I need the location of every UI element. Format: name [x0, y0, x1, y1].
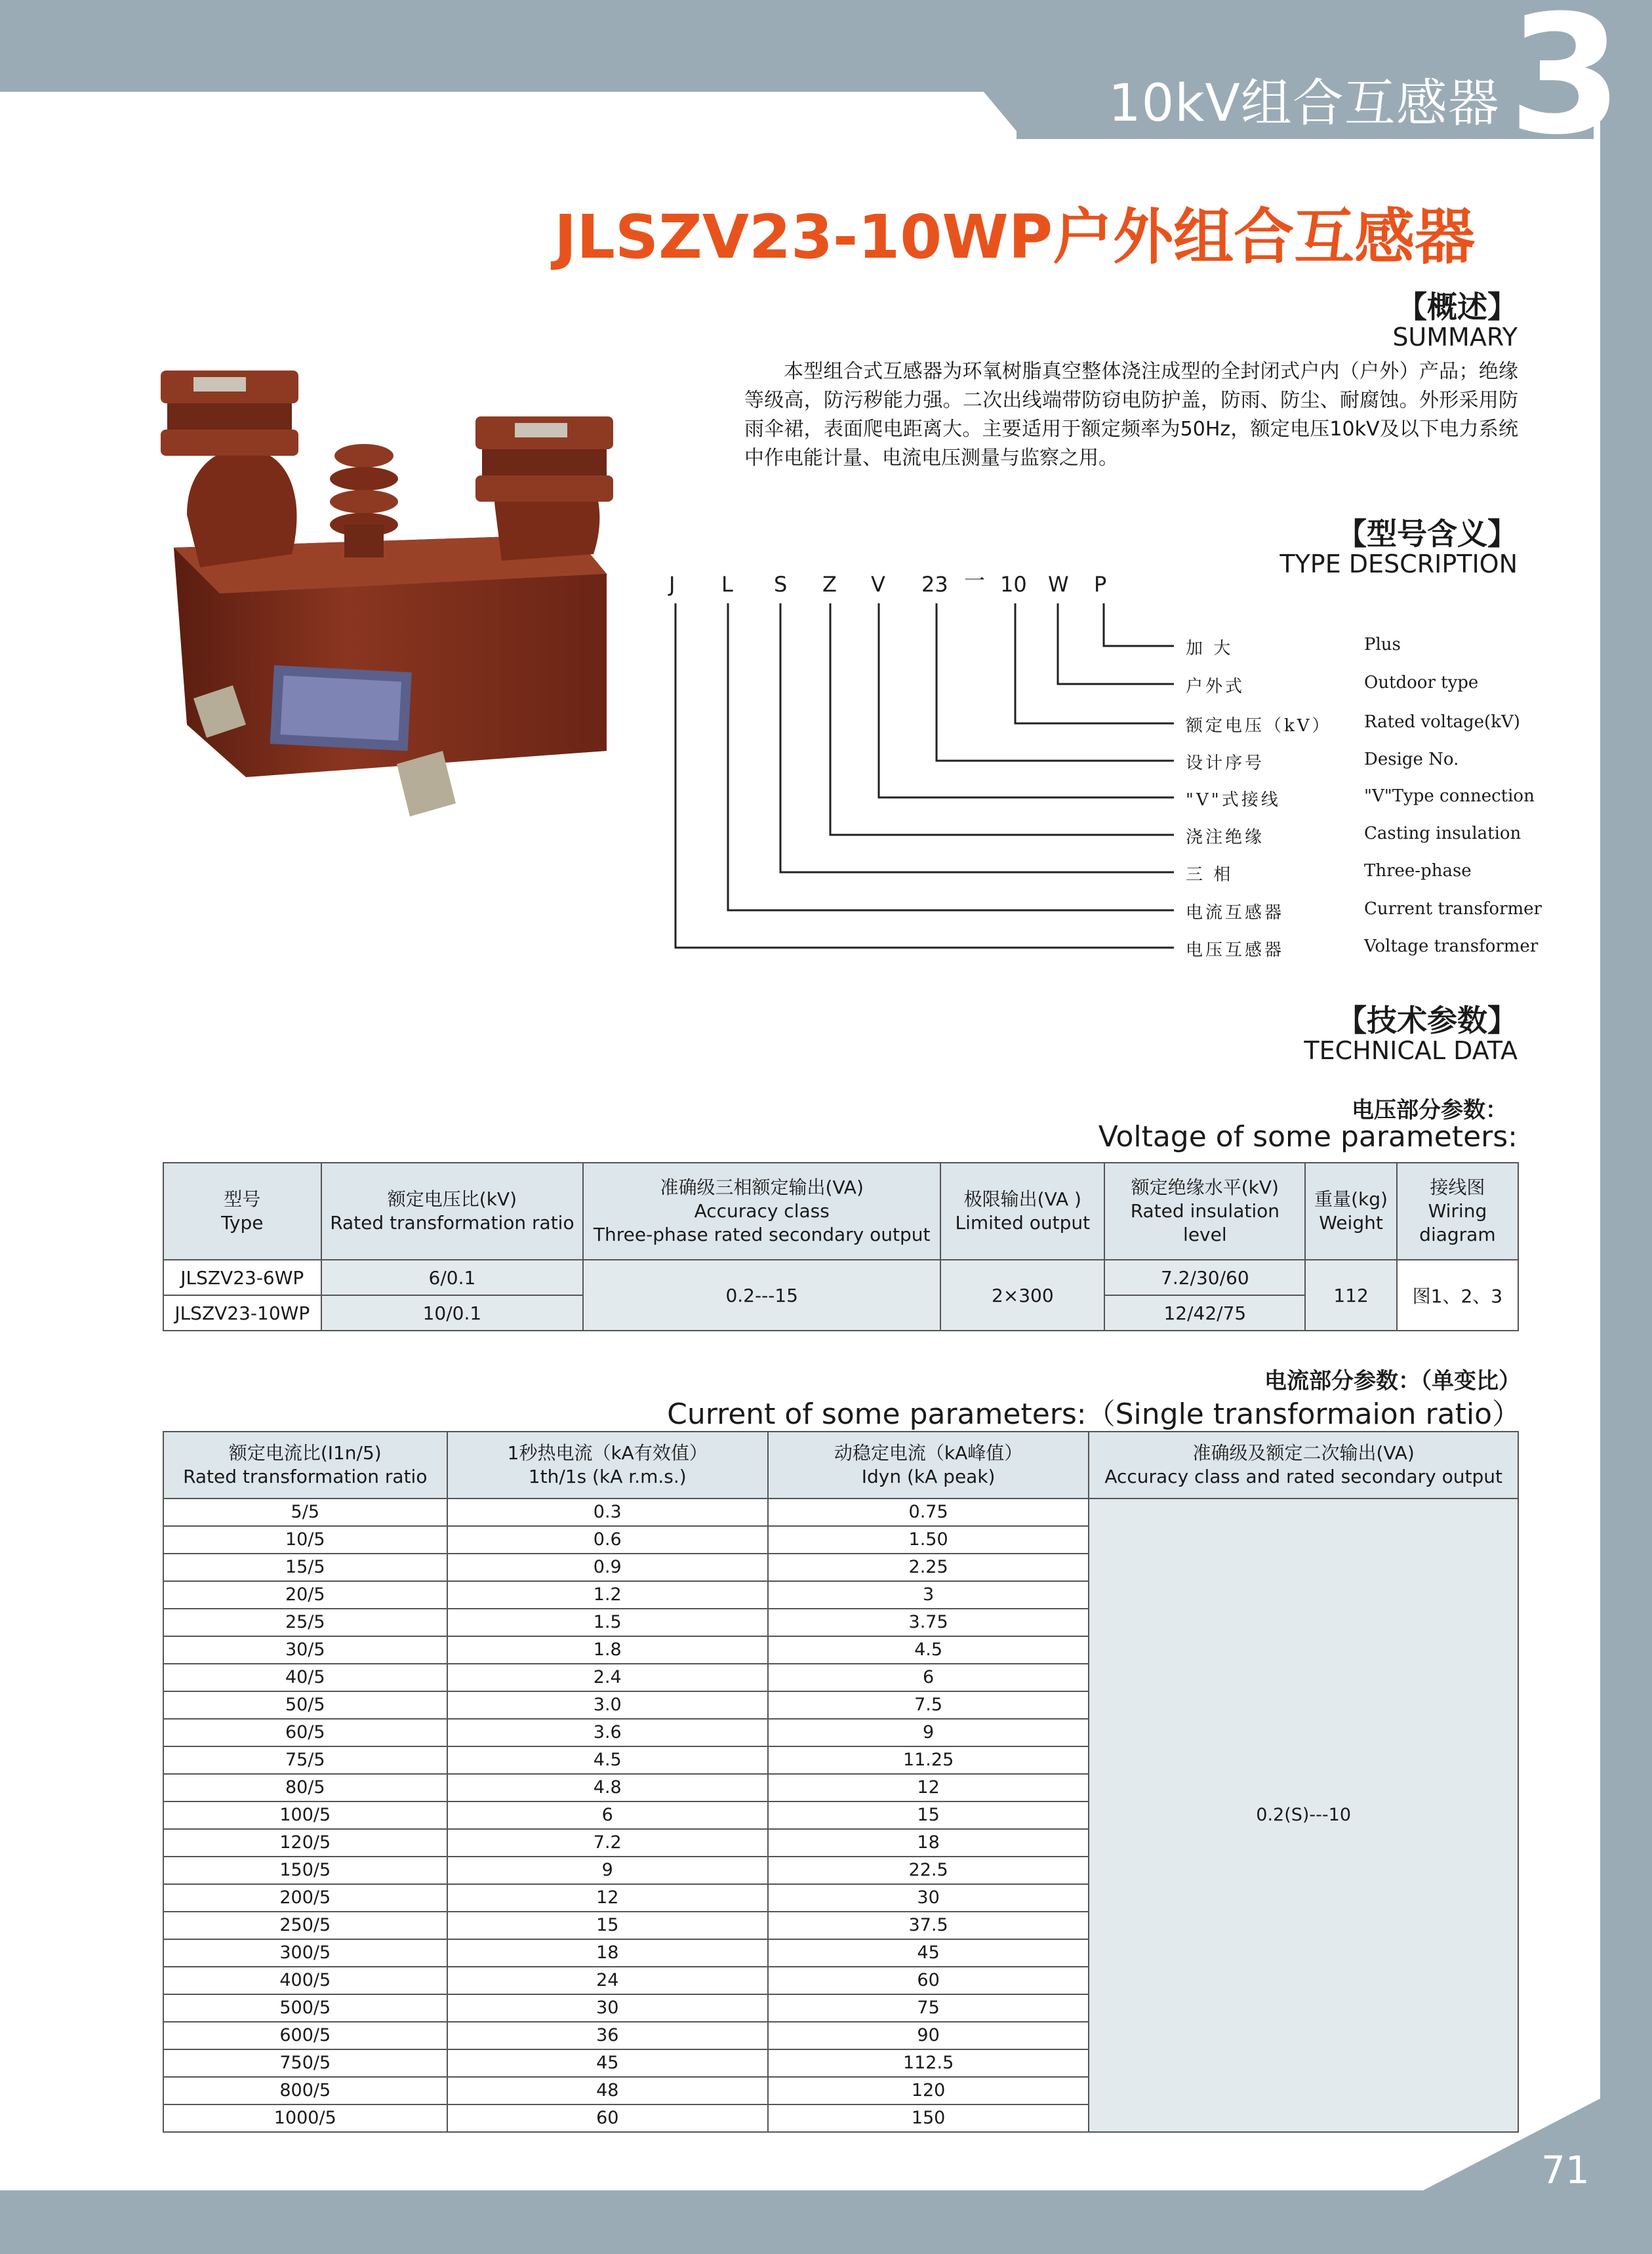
cell-limited-output: 2×300 [940, 1260, 1104, 1331]
legend-en: Rated voltage(kV) [1364, 712, 1520, 732]
cell-thermal-current: 9 [447, 1857, 768, 1884]
cell-thermal-current: 6 [447, 1801, 768, 1829]
header-accuracy: 准确级三相额定输出(VA) Accuracy class Three-phase rated secondary output [583, 1163, 940, 1260]
cell-dynamic-current: 90 [768, 2022, 1089, 2049]
cell-current-ratio: 30/5 [163, 1636, 447, 1664]
header-current-accuracy: 准确级及额定二次输出(VA) Accuracy class and rated secondary output [1089, 1432, 1518, 1499]
cell-thermal-current: 3.0 [447, 1691, 768, 1719]
cell-dynamic-current: 4.5 [768, 1636, 1089, 1664]
legend-en: Casting insulation [1364, 824, 1521, 843]
voltage-subtitle-en: Voltage of some parameters: [1098, 1120, 1518, 1154]
cell-dynamic-current: 120 [768, 2077, 1089, 2104]
cell-dynamic-current: 15 [768, 1801, 1089, 1829]
main-title: JLSZV23-10WP户外组合互感器 [554, 202, 1476, 272]
summary-paragraph: 本型组合式互感器为环氧树脂真空整体浇注成型的全封闭式户内（户外）产品；绝缘等级高，防污秽能力强。二次出线端带防窃电防护盖，防雨、防尘、耐腐蚀。外形采用防雨伞裙，表面爬电距离大。主要适用于额定频率为50Hz，额定电压10kV及以下电力系统中作电能计量、电流电压测量与监察之用。 [744, 360, 1518, 470]
cell-dynamic-current: 18 [768, 1829, 1089, 1857]
code-letter: W [1048, 572, 1069, 597]
cell-dynamic-current: 60 [768, 1967, 1089, 1994]
legend-cn: 三 相 [1186, 865, 1234, 885]
cell-current-ratio: 250/5 [163, 1912, 447, 1939]
cell-ratio: 6/0.1 [321, 1260, 584, 1295]
cell-thermal-current: 1.5 [447, 1609, 768, 1636]
legend-cn: "V"式接线 [1186, 790, 1281, 810]
cell-thermal-current: 15 [447, 1912, 768, 1939]
current-parameters-table [163, 1431, 1519, 2133]
cell-current-ratio: 300/5 [163, 1939, 447, 1967]
table-header-row [163, 1432, 1518, 1499]
current-subtitle-cn: 电流部分参数：（单变比） [1264, 1368, 1521, 1394]
cell-current-ratio: 40/5 [163, 1664, 447, 1691]
header-current-ratio: 额定电流比(I1n/5) Rated transformation ratio [163, 1432, 447, 1499]
cell-thermal-current: 48 [447, 2077, 768, 2104]
cell-dynamic-current: 30 [768, 1884, 1089, 1912]
header-weight: 重量(kg) Weight [1305, 1163, 1397, 1260]
chapter-number: 3 [1508, 0, 1622, 171]
code-letter: J [669, 572, 675, 597]
header-thermal-current: 1秒热电流（kA有效值） 1th/1s (kA r.m.s.) [447, 1432, 768, 1499]
cell-dynamic-current: 12 [768, 1774, 1089, 1801]
cell-current-ratio: 500/5 [163, 1994, 447, 2022]
summary-title-cn: 【概述】 [1397, 289, 1518, 325]
technical-title-cn: 【技术参数】 [1337, 1003, 1518, 1038]
cell-current-ratio: 400/5 [163, 1967, 447, 1994]
cell-current-ratio: 20/5 [163, 1581, 447, 1609]
header-wiring: 接线图 Wiring diagram [1397, 1163, 1518, 1260]
cell-current-ratio: 80/5 [163, 1774, 447, 1801]
cell-dynamic-current: 45 [768, 1939, 1089, 1967]
cell-dynamic-current: 7.5 [768, 1691, 1089, 1719]
cell-type: JLSZV23-10WP [163, 1295, 321, 1331]
cell-dynamic-current: 2.25 [768, 1554, 1089, 1581]
legend-en: Desige No. [1364, 750, 1459, 769]
voltage-subtitle-cn: 电压部分参数： [1352, 1097, 1508, 1123]
cell-thermal-current: 2.4 [447, 1664, 768, 1691]
cell-thermal-current: 18 [447, 1939, 768, 1967]
cell-weight: 112 [1305, 1260, 1397, 1331]
cell-current-ratio: 25/5 [163, 1609, 447, 1636]
table-header-row [163, 1163, 1518, 1260]
cell-dynamic-current: 112.5 [768, 2049, 1089, 2077]
legend-en: Three-phase [1364, 861, 1472, 881]
legend-en: Current transformer [1364, 899, 1542, 919]
cell-dynamic-current: 1.50 [768, 1526, 1089, 1554]
cell-thermal-current: 24 [447, 1967, 768, 1994]
technical-title-en: TECHNICAL DATA [1304, 1036, 1518, 1065]
summary-title-en: SUMMARY [1392, 323, 1518, 352]
legend-cn: 户外式 [1186, 677, 1245, 696]
current-subtitle-en: Current of some parameters:（Single transformaion ratio） [667, 1398, 1521, 1431]
cell-thermal-current: 60 [447, 2104, 768, 2132]
header-type: 型号 Type [163, 1163, 321, 1260]
cell-current-ratio: 120/5 [163, 1829, 447, 1857]
cell-thermal-current: 1.8 [447, 1636, 768, 1664]
legend-en: Outdoor type [1364, 673, 1479, 693]
legend-cn: 浇注绝缘 [1186, 828, 1265, 847]
cell-dynamic-current: 75 [768, 1994, 1089, 2022]
cell-current-ratio: 100/5 [163, 1801, 447, 1829]
cell-ratio: 10/0.1 [321, 1295, 584, 1331]
cell-thermal-current: 30 [447, 1994, 768, 2022]
code-dash: 一 [964, 568, 986, 593]
cell-dynamic-current: 9 [768, 1719, 1089, 1746]
legend-cn: 设计序号 [1186, 754, 1265, 773]
code-letter: 23 [921, 572, 948, 597]
legend-en: Plus [1364, 635, 1401, 654]
header-insulation: 额定绝缘水平(kV) Rated insulation level [1104, 1163, 1305, 1260]
cell-thermal-current: 3.6 [447, 1719, 768, 1746]
legend-en: "V"Type connection [1364, 786, 1535, 806]
legend-cn: 电压互感器 [1186, 940, 1285, 960]
cell-dynamic-current: 3.75 [768, 1609, 1089, 1636]
cell-type: JLSZV23-6WP [163, 1260, 321, 1295]
type-title-en: TYPE DESCRIPTION [1279, 550, 1518, 578]
header-title: 10kV组合互感器 [1108, 74, 1500, 133]
cell-current-ratio: 200/5 [163, 1884, 447, 1912]
cell-current-ratio: 800/5 [163, 2077, 447, 2104]
cell-current-ratio: 600/5 [163, 2022, 447, 2049]
cell-dynamic-current: 3 [768, 1581, 1089, 1609]
cell-dynamic-current: 6 [768, 1664, 1089, 1691]
cell-dynamic-current: 22.5 [768, 1857, 1089, 1884]
code-letter: L [721, 572, 733, 597]
cell-wiring: 图1、2、3 [1397, 1260, 1518, 1331]
cell-thermal-current: 45 [447, 2049, 768, 2077]
cell-thermal-current: 4.5 [447, 1746, 768, 1774]
cell-insulation: 12/42/75 [1104, 1295, 1305, 1331]
cell-current-ratio: 50/5 [163, 1691, 447, 1719]
cell-current-ratio: 5/5 [163, 1499, 447, 1526]
legend-cn: 电流互感器 [1186, 903, 1285, 923]
cell-current-ratio: 10/5 [163, 1526, 447, 1554]
table-row [163, 1499, 1518, 1526]
cell-thermal-current: 0.9 [447, 1554, 768, 1581]
cell-current-ratio: 15/5 [163, 1554, 447, 1581]
cell-thermal-current: 36 [447, 2022, 768, 2049]
code-letter: P [1094, 572, 1107, 597]
cell-thermal-current: 0.6 [447, 1526, 768, 1554]
header-dynamic-current: 动稳定电流（kA峰值） Idyn (kA peak) [768, 1432, 1089, 1499]
cell-dynamic-current: 37.5 [768, 1912, 1089, 1939]
header-ratio: 额定电压比(kV) Rated transformation ratio [321, 1163, 584, 1260]
cell-current-ratio: 60/5 [163, 1719, 447, 1746]
cell-dynamic-current: 0.75 [768, 1499, 1089, 1526]
code-letter: S [774, 572, 788, 597]
cell-dynamic-current: 150 [768, 2104, 1089, 2132]
cell-thermal-current: 7.2 [447, 1829, 768, 1857]
cell-current-ratio: 1000/5 [163, 2104, 447, 2132]
code-letter: 10 [1000, 572, 1027, 597]
cell-current-accuracy: 0.2(S)---10 [1089, 1499, 1518, 2132]
type-title-cn: 【型号含义】 [1337, 516, 1518, 552]
legend-cn: 额定电压（kV） [1186, 716, 1332, 736]
header-limited-output: 极限输出(VA ) Limited output [940, 1163, 1104, 1260]
cell-thermal-current: 1.2 [447, 1581, 768, 1609]
cell-thermal-current: 4.8 [447, 1774, 768, 1801]
legend-en: Voltage transformer [1364, 936, 1539, 956]
page-number: 71 [1541, 2148, 1590, 2192]
legend-cn: 加 大 [1186, 639, 1234, 658]
cell-dynamic-current: 11.25 [768, 1746, 1089, 1774]
cell-insulation: 7.2/30/60 [1104, 1260, 1305, 1295]
code-letter: Z [822, 572, 837, 597]
cell-thermal-current: 0.3 [447, 1499, 768, 1526]
cell-current-ratio: 75/5 [163, 1746, 447, 1774]
cell-current-ratio: 750/5 [163, 2049, 447, 2077]
cell-accuracy: 0.2---15 [583, 1260, 940, 1331]
code-letter: V [871, 572, 885, 597]
table-row [163, 1260, 1518, 1295]
voltage-parameters-table [163, 1162, 1519, 1331]
cell-current-ratio: 150/5 [163, 1857, 447, 1884]
cell-thermal-current: 12 [447, 1884, 768, 1912]
